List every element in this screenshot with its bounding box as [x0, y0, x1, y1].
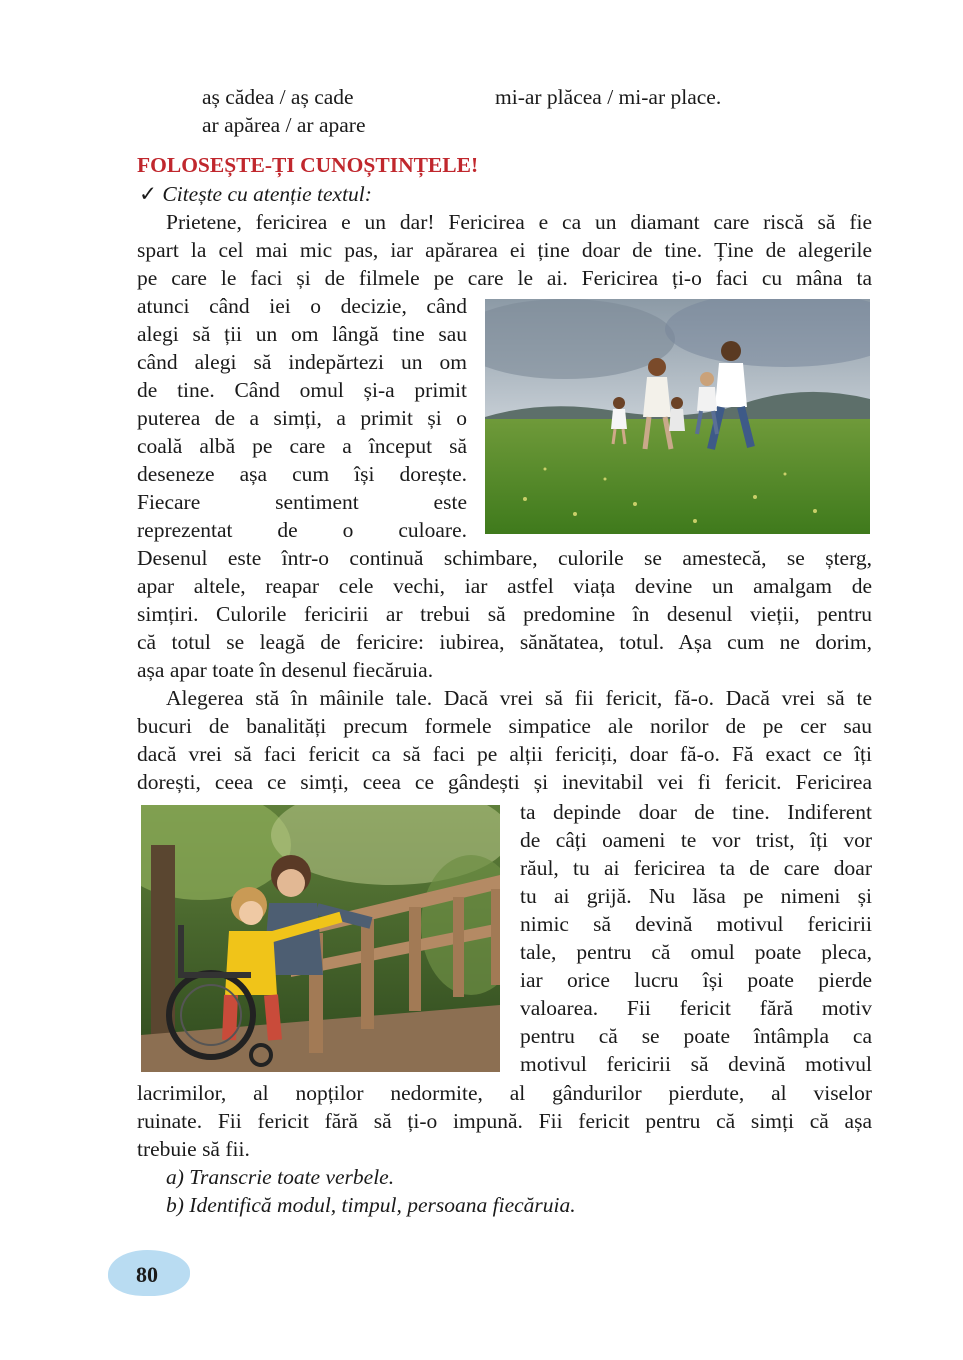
text-line: atunci când iei o decizie, când	[137, 294, 467, 318]
text-line: trebuie să fii.	[137, 1137, 250, 1161]
text-line: puterea de a simți, a primit și o	[137, 406, 467, 430]
text-line: bucuri de banalități precum formele simpatice ale norilor de pe cer sau	[137, 714, 872, 738]
text-line: lacrimilor, al nopților nedormite, al gândurilor pierdute, al viselor	[137, 1081, 872, 1105]
text-line: ta depinde doar de tine. Indiferent	[520, 800, 872, 824]
text-line: motivul fericirii să devină motivul	[520, 1052, 872, 1076]
text-line: răul, tu ai fericirea ta de care doar	[520, 856, 872, 880]
text-line: reprezentat de o culoare.	[137, 518, 467, 542]
text-line: de câți oameni te vor trist, îți vor	[520, 828, 872, 852]
text-line: coală albă pe care a început să	[137, 434, 467, 458]
text-line: iar orice lucru își poate pierde	[520, 968, 872, 992]
check-icon: ✓	[139, 182, 158, 206]
task-b: b) Identifică modul, timpul, persoana fiecăruia.	[166, 1193, 576, 1217]
instruction	[139, 180, 372, 208]
text-line: nimic să devină motivul fericirii	[520, 912, 872, 936]
text-line: ruinate. Fii fericit fără să ți-o impună. Fii fericit pentru că simți că așa	[137, 1109, 872, 1133]
text-line: Desenul este într-o continuă schimbare, culorile se amestecă, se șterg,	[137, 546, 872, 570]
form-left-1: aș cădea / aș cade	[202, 85, 354, 109]
text-line: dorești, ceea ce simți, ceea ce gândești și inevitabil vei fi fericit. Fericirea	[137, 770, 872, 794]
text-line: apar altele, reapar cele vechi, iar astfel viața devine un amalgam de	[137, 574, 872, 598]
text-line: pe care le faci și de filmele pe care le ai. Fericirea ți-o faci cu mâna ta	[137, 266, 872, 290]
text-line: spart la cel mai mic pas, iar apărarea ei ține doar de tine. Ține de alegerile	[137, 238, 872, 262]
text-line: deseneze așa cum își dorește.	[137, 462, 467, 486]
text-line: simțiri. Culorile fericirii ar trebui să predomine în desenul vieții, pentru	[137, 602, 872, 626]
section-heading: FOLOSEȘTE-ȚI CUNOȘTINȚELE!	[137, 153, 479, 177]
text-line: Prietene, fericirea e un dar! Fericirea e ca un diamant care riscă să fie	[166, 210, 872, 234]
task-a: a) Transcrie toate verbele.	[166, 1165, 395, 1189]
text-line: așa apar toate în desenul fiecăruia.	[137, 658, 434, 682]
family-meadow-photo	[485, 299, 870, 534]
text-line: tu ai grijă. Nu lăsa pe nimeni și	[520, 884, 872, 908]
text-line: alegi să ții un om lângă tine sau	[137, 322, 467, 346]
text-line: de tine. Când omul și-a primit	[137, 378, 467, 402]
text-line: Alegerea stă în mâinile tale. Dacă vrei să fii fericit, fă-o. Dacă vrei să te	[166, 686, 872, 710]
text-line: Fiecare sentiment este	[137, 490, 467, 514]
text-line: când alegi să indepărtezi un om	[137, 350, 467, 374]
form-right-1: mi-ar plăcea / mi-ar place.	[495, 85, 722, 109]
instruction-text: Citește cu atenție textul:	[162, 182, 372, 206]
text-line: că totul se leagă de fericire: iubirea, sănătatea, totul. Așa cum ne dorim,	[137, 630, 872, 654]
children-railing-photo	[141, 805, 500, 1072]
form-left-2: ar apărea / ar apare	[202, 113, 366, 137]
page-number: 80	[136, 1262, 158, 1287]
text-line: tale, pentru că omul poate pleca,	[520, 940, 872, 964]
text-line: pentru că se poate întâmpla ca	[520, 1024, 872, 1048]
text-line: valoarea. Fii fericit fără motiv	[520, 996, 872, 1020]
text-line: dacă vrei să faci fericit ca să faci pe alții fericiți, doar fă-o. Fă exact ce îți	[137, 742, 872, 766]
